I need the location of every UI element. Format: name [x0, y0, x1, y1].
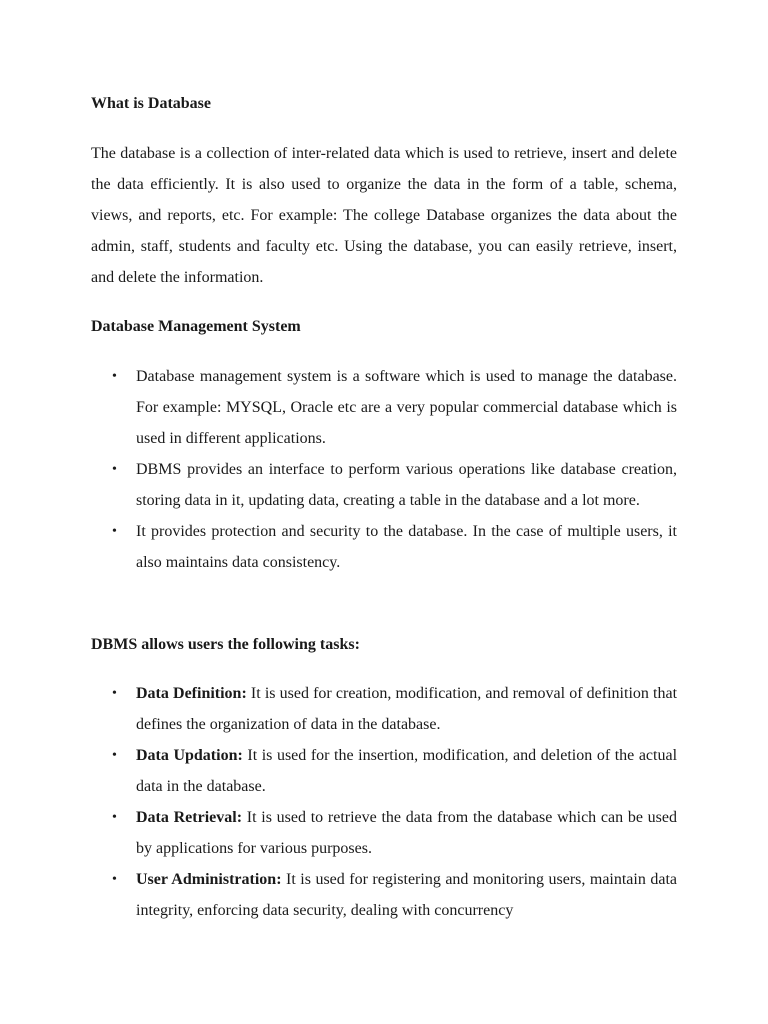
- list-item-text: It is used for creation, modification, and removal of definition that defines the organization of data in the database.: [136, 685, 678, 733]
- list-item-text: It is used to retrieve the data from the database which can be used by applications for various purposes.: [136, 809, 677, 857]
- list-item: [91, 740, 677, 802]
- bullet-icon: •: [112, 686, 117, 701]
- list-item-text: It is used for registering and monitoring users, maintain data integrity, enforcing data security, dealing with concurrency: [136, 871, 677, 919]
- list-item-term: User Administration:: [136, 871, 282, 888]
- list-item-text: DBMS provides an interface to perform various operations like database creation, storing data in it, updating data, creating a table in the database and a lot more.: [136, 461, 677, 509]
- bullet-icon: •: [112, 810, 117, 825]
- list-item: [91, 864, 677, 926]
- list-item-text: It is used for the insertion, modification, and deletion of the actual data in the database.: [136, 747, 678, 795]
- bullet-icon: •: [112, 462, 117, 477]
- bullet-icon: •: [112, 872, 117, 887]
- heading-what-is-database: What is Database: [91, 95, 212, 112]
- list-item: [91, 361, 677, 454]
- bullet-icon: •: [112, 524, 117, 539]
- dbms-list: [91, 361, 677, 578]
- list-item-term: Data Definition:: [136, 685, 247, 702]
- list-item: [91, 802, 677, 864]
- list-item-term: Data Updation:: [136, 747, 243, 764]
- list-item-text: Database management system is a software which is used to manage the database. For example: MYSQL, Oracle etc are a very popular commercial database which is used in different applications.: [136, 368, 677, 447]
- list-item-text: It provides protection and security to the database. In the case of multiple users, it also maintains data consistency.: [136, 523, 677, 571]
- list-item: [91, 678, 677, 740]
- list-item: [91, 516, 677, 578]
- paragraph-database-definition: The database is a collection of inter-related data which is used to retrieve, insert and delete the data efficiently. It is also used to organize the data in the form of a table, schema, views, and reports, etc. For example: The college Database organizes the data about the admin, staff, students and faculty etc. Using the database, you can easily retrieve, insert, and delete the information.: [91, 145, 677, 286]
- heading-dbms-tasks: DBMS allows users the following tasks:: [91, 636, 360, 653]
- heading-database-management-system: Database Management System: [91, 318, 301, 335]
- list-item: [91, 454, 677, 516]
- dbms-tasks-list: [91, 678, 677, 926]
- bullet-icon: •: [112, 748, 117, 763]
- list-item-term: Data Retrieval:: [136, 809, 243, 826]
- bullet-icon: •: [112, 369, 117, 384]
